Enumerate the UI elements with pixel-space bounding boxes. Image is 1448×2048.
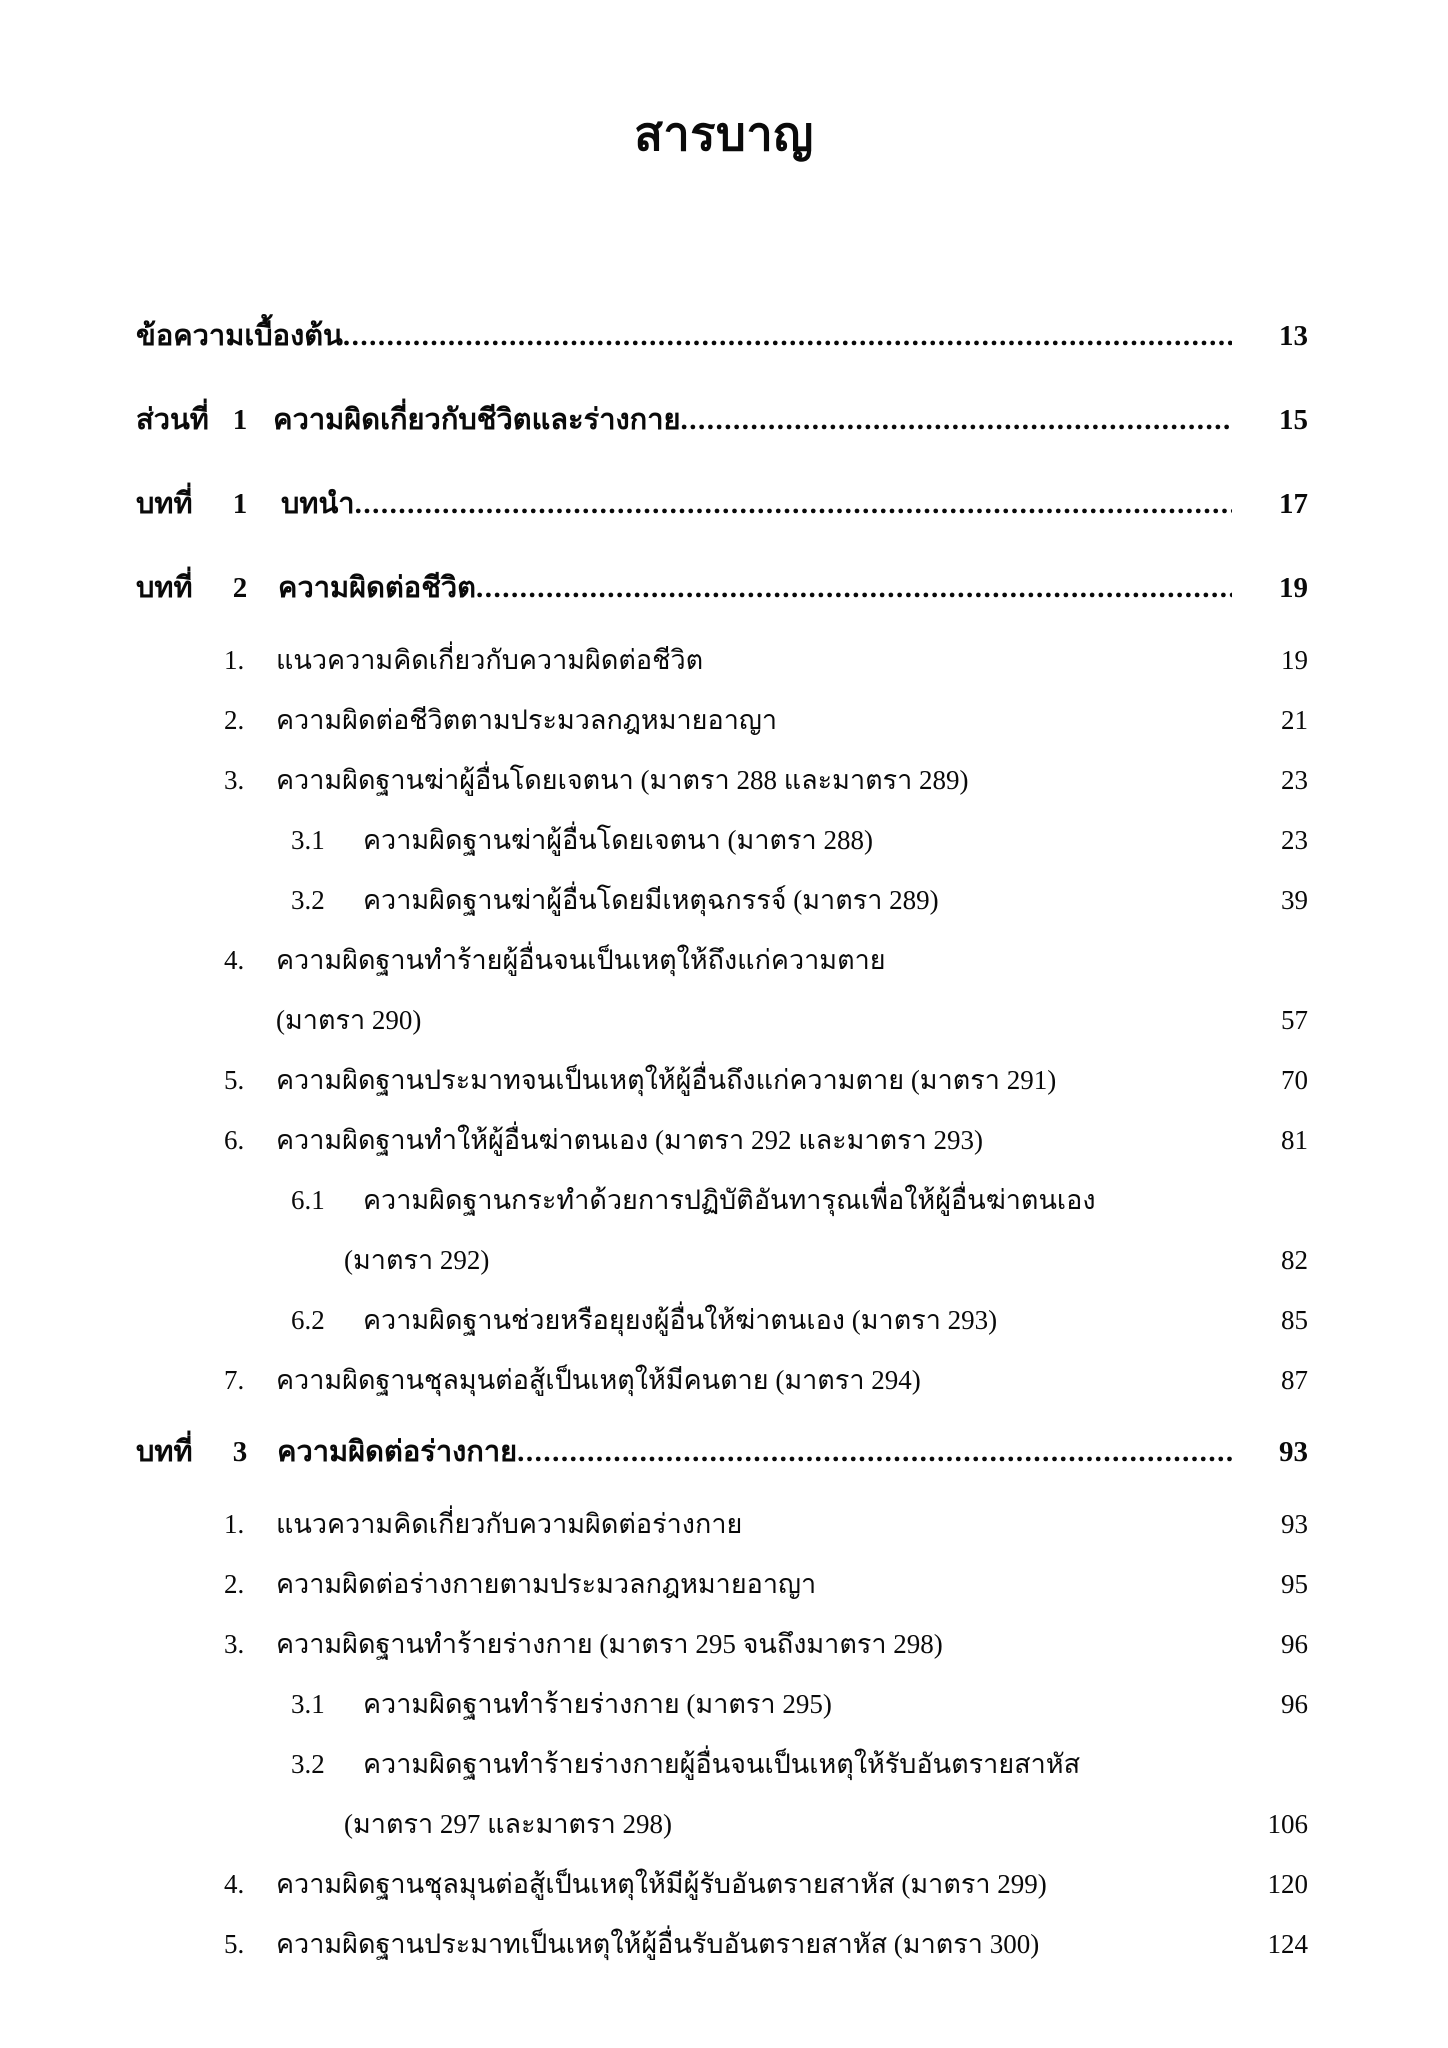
- toc-entry-page-number: 15: [1279, 404, 1308, 437]
- toc-entry-prefix-number: 3: [232, 1436, 248, 1469]
- toc-entry-number: 6.1: [291, 1185, 325, 1216]
- toc-entry-label: ความผิดฐานทำร้ายผู้อื่นจนเป็นเหตุให้ถึงแก่ความตาย: [276, 945, 886, 976]
- toc-entry-label: แนวความคิดเกี่ยวกับความผิดต่อร่างกาย: [276, 1509, 743, 1540]
- toc-entry[interactable]: [136, 1238, 1308, 1281]
- toc-entry[interactable]: [136, 1118, 1308, 1161]
- toc-entry-label: ความผิดต่อชีวิตตามประมวลกฎหมายอาญา: [276, 705, 778, 736]
- toc-entry-prefix-number: 1: [232, 404, 248, 437]
- toc-entry-label: ความผิดฐานช่วยหรือยุยงผู้อื่นให้ฆ่าตนเอง (มาตรา 293): [363, 1305, 998, 1336]
- toc-entry-page-number: 70: [1281, 1065, 1308, 1096]
- toc-entry-number: 5.: [224, 1929, 245, 1960]
- toc-entry-prefix-number: 1: [232, 488, 248, 521]
- toc-entry[interactable]: [136, 1178, 1308, 1221]
- toc-entry[interactable]: [136, 396, 1308, 442]
- toc-entry-number: 4.: [224, 945, 245, 976]
- toc-entry-label: ความผิดฐานทำร้ายร่างกาย (มาตรา 295): [363, 1689, 832, 1720]
- toc-entry[interactable]: [136, 1922, 1308, 1965]
- toc-entry-label: ความผิดฐานประมาทเป็นเหตุให้ผู้อื่นรับอันตรายสาหัส (มาตรา 300): [276, 1929, 1040, 1960]
- toc-entry-number: 3.: [224, 765, 245, 796]
- toc-entry-number: 3.2: [291, 885, 325, 916]
- toc-entry[interactable]: [136, 1502, 1308, 1545]
- toc-entry-page-number: 81: [1281, 1125, 1308, 1156]
- toc-entry[interactable]: [136, 1562, 1308, 1605]
- toc-entry-page-number: 21: [1281, 705, 1308, 736]
- toc-entry-prefix-word: บทที่: [136, 572, 193, 605]
- toc-entry[interactable]: [136, 1058, 1308, 1101]
- dot-leader: [517, 1436, 1232, 1469]
- toc-entry-label: ความผิดฐานชุลมุนต่อสู้เป็นเหตุให้มีคนตาย (มาตรา 294): [276, 1365, 921, 1396]
- toc-entry-page-number: 13: [1279, 320, 1308, 353]
- toc-entry-label: ความผิดฐานชุลมุนต่อสู้เป็นเหตุให้มีผู้รับอันตรายสาหัส (มาตรา 299): [276, 1869, 1047, 1900]
- toc-entry[interactable]: [136, 1862, 1308, 1905]
- toc-entry-number: 1.: [224, 645, 245, 676]
- toc-entry[interactable]: [136, 1742, 1308, 1785]
- toc-entry-number: 3.1: [291, 1689, 325, 1720]
- section-gap: [136, 386, 1308, 396]
- toc-entry-page-number: 23: [1281, 825, 1308, 856]
- toc-entry-number: 1.: [224, 1509, 245, 1540]
- toc-entry-prefix: [136, 1428, 260, 1474]
- toc-entry[interactable]: [136, 818, 1308, 861]
- toc-entry[interactable]: [136, 1622, 1308, 1665]
- toc-entry-page-number: 96: [1281, 1689, 1308, 1720]
- toc-entry-prefix-word: บทที่: [136, 1436, 193, 1469]
- toc-entry[interactable]: [136, 1682, 1308, 1725]
- toc-entry-number: 3.2: [291, 1749, 325, 1780]
- toc-entry-label: แนวความคิดเกี่ยวกับความผิดต่อชีวิต: [276, 645, 704, 676]
- toc-entry[interactable]: [136, 480, 1308, 526]
- toc-entry-label: ความผิดต่อร่างกาย: [277, 1436, 518, 1469]
- dot-leader: [343, 320, 1232, 353]
- toc-entry-page-number: 82: [1281, 1245, 1308, 1276]
- toc-entry-label: ความผิดต่อร่างกายตามประมวลกฎหมายอาญา: [276, 1569, 817, 1600]
- toc-entry-page-number: 17: [1279, 488, 1308, 521]
- section-gap: [136, 470, 1308, 480]
- toc-entry-number: 7.: [224, 1365, 245, 1396]
- toc-entry[interactable]: [136, 312, 1308, 358]
- toc-entry-label: ความผิดต่อชีวิต: [278, 572, 477, 605]
- toc-entry-label: ความผิดฐานทำให้ผู้อื่นฆ่าตนเอง (มาตรา 292 และมาตรา 293): [276, 1125, 984, 1156]
- toc-entry-number: 2.: [224, 705, 245, 736]
- toc-entry-prefix-word: ส่วนที่: [136, 404, 209, 437]
- toc-entry[interactable]: [136, 638, 1308, 681]
- toc-entry-label: ความผิดฐานฆ่าผู้อื่นโดยเจตนา (มาตรา 288 และมาตรา 289): [276, 765, 969, 796]
- toc-entry[interactable]: [136, 878, 1308, 921]
- toc-entry-page-number: 93: [1279, 1436, 1308, 1469]
- toc-entry-prefix-word: บทที่: [136, 488, 193, 521]
- toc-entry-number: 4.: [224, 1869, 245, 1900]
- toc-entry-page-number: 23: [1281, 765, 1308, 796]
- toc-entry-number: 2.: [224, 1569, 245, 1600]
- dot-leader: [476, 572, 1232, 605]
- toc-entry-label: (มาตรา 290): [276, 1005, 422, 1036]
- toc-entry-prefix-number: 2: [232, 572, 248, 605]
- toc-entry-page-number: 39: [1281, 885, 1308, 916]
- dot-leader: [355, 488, 1232, 521]
- toc-entry-number: 5.: [224, 1065, 245, 1096]
- section-gap: [136, 554, 1308, 564]
- toc-entry-label: ความผิดฐานฆ่าผู้อื่นโดยเจตนา (มาตรา 288): [363, 825, 873, 856]
- toc-entry[interactable]: [136, 1298, 1308, 1341]
- toc-entry-label: บทนำ: [280, 488, 355, 521]
- toc-entry[interactable]: [136, 938, 1308, 981]
- toc-entry-number: 3.1: [291, 825, 325, 856]
- toc-entry-page-number: 87: [1281, 1365, 1308, 1396]
- dot-leader: [681, 404, 1233, 437]
- toc-entry-prefix: [136, 480, 260, 526]
- toc-entry-label: ความผิดฐานทำร้ายร่างกายผู้อื่นจนเป็นเหตุให้รับอันตรายสาหัส: [363, 1749, 1081, 1780]
- toc-entry-label: ความผิดฐานกระทำด้วยการปฏิบัติอันทารุณเพื่อให้ผู้อื่นฆ่าตนเอง: [363, 1185, 1096, 1216]
- toc-entry-page-number: 93: [1281, 1509, 1308, 1540]
- toc-entry[interactable]: [136, 1428, 1308, 1474]
- toc-entry-page-number: 120: [1267, 1869, 1308, 1900]
- toc-entry-page-number: 124: [1267, 1929, 1308, 1960]
- toc-entry-number: 6.2: [291, 1305, 325, 1336]
- toc-entry-list: [0, 312, 1448, 1965]
- toc-entry-prefix: [136, 396, 260, 442]
- toc-entry[interactable]: [136, 1802, 1308, 1845]
- toc-entry-page-number: 106: [1267, 1809, 1308, 1840]
- toc-entry-label: ข้อความเบื้องต้น: [136, 320, 343, 353]
- toc-entry-label: ความผิดฐานฆ่าผู้อื่นโดยมีเหตุฉกรรจ์ (มาตรา 289): [363, 885, 939, 916]
- toc-entry-label: (มาตรา 292): [344, 1245, 490, 1276]
- toc-entry-label: ความผิดฐานทำร้ายร่างกาย (มาตรา 295 จนถึงมาตรา 298): [276, 1629, 943, 1660]
- toc-entry-page-number: 19: [1281, 645, 1308, 676]
- toc-entry-prefix: [136, 564, 260, 610]
- toc-entry-page-number: 95: [1281, 1569, 1308, 1600]
- toc-entry-number: 6.: [224, 1125, 245, 1156]
- toc-entry-page-number: 57: [1281, 1005, 1308, 1036]
- toc-entry-number: 3.: [224, 1629, 245, 1660]
- toc-entry[interactable]: [136, 1358, 1308, 1401]
- toc-entry-page-number: 19: [1279, 572, 1308, 605]
- page-title: สารบาญ: [634, 109, 814, 161]
- toc-entry-label: (มาตรา 297 และมาตรา 298): [344, 1809, 672, 1840]
- toc-entry[interactable]: [136, 564, 1308, 610]
- toc-entry-label: ความผิดเกี่ยวกับชีวิตและร่างกาย: [273, 404, 681, 437]
- toc-entry[interactable]: [136, 758, 1308, 801]
- toc-entry-page-number: 96: [1281, 1629, 1308, 1660]
- toc-entry[interactable]: [136, 998, 1308, 1041]
- toc-entry-page-number: 85: [1281, 1305, 1308, 1336]
- toc-entry[interactable]: [136, 698, 1308, 741]
- section-gap: [136, 1418, 1308, 1428]
- toc-entry-label: ความผิดฐานประมาทจนเป็นเหตุให้ผู้อื่นถึงแก่ความตาย (มาตรา 291): [276, 1065, 1057, 1096]
